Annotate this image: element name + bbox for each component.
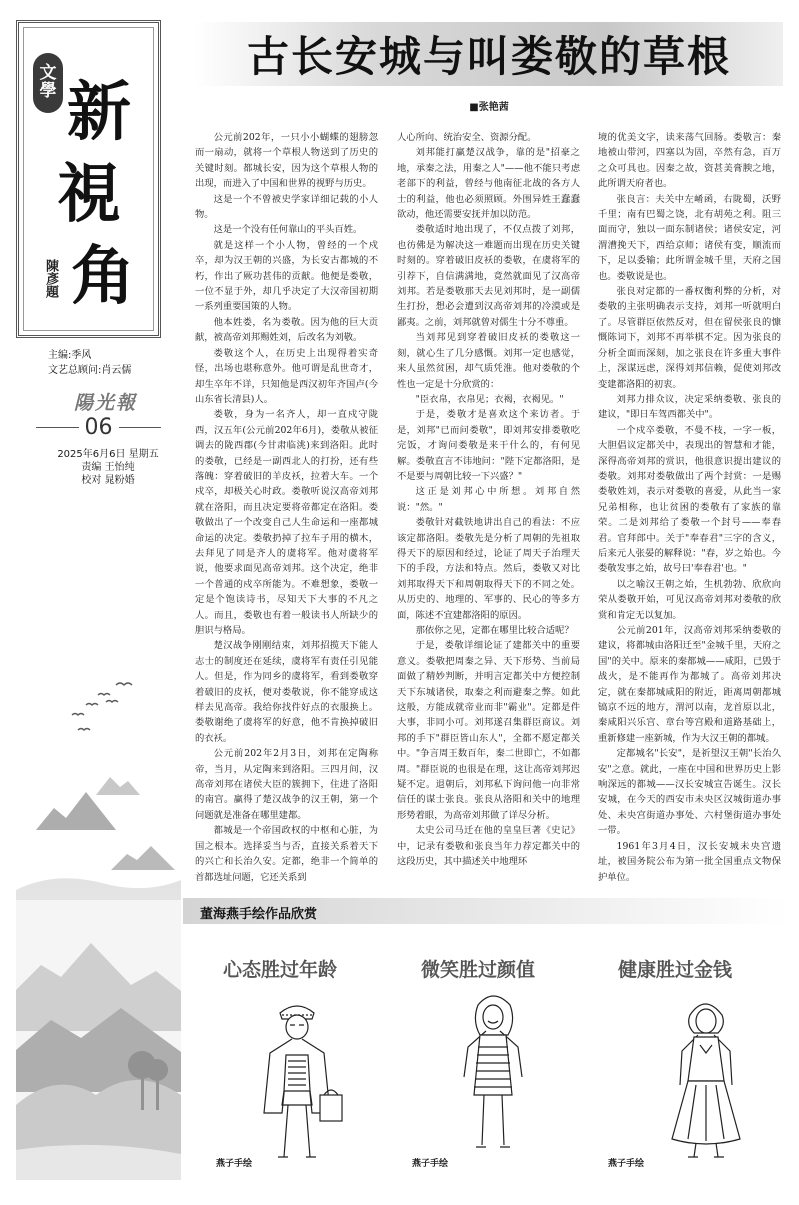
paragraph: 娄敬适时地出现了，不仅点拨了刘邦，也彷佛是为解决这一难题而出现在历史关键时刻的。穿着破旧皮袄的娄敬，在虞将军的引荐下，自信满满地，竟然就面见了汉高帝刘邦。若是娄敬那天去见刘邦时，是一副儒生打扮，想必会遭到汉高帝刘邦的冷漠或是鄙夷。之前，刘邦就曾对儒生十分不尊重。 xyxy=(397,224,580,328)
paragraph: 张良言：夫关中左崤函，右陇蜀，沃野千里；南有巴蜀之饶，北有胡苑之利。阻三面而守，独以一面东制诸侯；诸侯安定，河渭漕挽天下，西给京师；诸侯有变，顺流而下，足以委输；此所谓金城千里，天府之国也。娄敬说是也。 xyxy=(598,193,781,282)
mountain-icon xyxy=(111,846,175,870)
divider xyxy=(119,427,162,428)
paragraph: 都城是一个帝国政权的中枢和心脏，为国之根本。选择妥当与否，直接关系着天下的兴亡和长治久安。定都，绝非一个简单的首都选址问题，它还关系到 xyxy=(195,825,378,883)
mist-icon xyxy=(16,878,181,900)
paragraph: "臣衣帛，衣帛见；衣褐，衣褐见。" xyxy=(415,393,564,405)
duty-editor: 责编 王怡纯 xyxy=(81,462,135,473)
paragraph: 刘邦力排众议，决定采纳娄敬、张良的建议，"即日车驾西都关中"。 xyxy=(598,393,781,421)
paragraph: 公元前201年，汉高帝刘邦采纳娄敬的建议，将都城由洛阳迁至"金城千里，天府之国"的关中。原来的秦都城——咸阳，已毁于战火，是不能再作为都城了。高帝刘邦决定，就在秦都城咸阳的附近，距离周朝都城镐京不远的地方，渭河以南，龙首原以北，秦咸阳兴乐宫、章台等宫殿和道路基础上，重新修建一座新城，作为大汉王朝的都城。 xyxy=(598,625,781,744)
sketch-motto: 健康胜过金钱 xyxy=(617,959,732,981)
article-column-3 xyxy=(598,130,781,883)
sketch-woman-dress-icon xyxy=(428,985,558,1180)
proofreader: 校对 晁粉婚 xyxy=(81,475,135,486)
paragraph: 就是这样一个小人物，曾经的一个戍卒，却为汉王朝的兴盛，为长安古都城的不朽，作出了厥功甚伟的贡献。他便是娄敬，一位不显于外，却几乎决定了大汉帝国初期一系列重要国策的人物。 xyxy=(195,239,378,313)
paragraph: 张良对定都的一番权衡利弊的分析，对娄敬的主张明确表示支持，刘邦一听就明白了。尽管群臣依然反对，但在留侯张良的慷慨陈词下，刘邦不再举棋不定。因为张良的分析全面而深刻，加之张良在许多重大事件上，深谋远虑，深得刘邦信赖，促使刘邦改变建都洛阳的初衷。 xyxy=(598,286,781,390)
paragraph: 1961年3月4日，汉长安城未央宫遗址，被国务院公布为第一批全国重点文物保护单位。 xyxy=(598,840,781,883)
article-title: 古长安城与叫娄敬的草根 xyxy=(246,32,731,81)
sketch-motto: 微笑胜过颜值 xyxy=(420,959,535,981)
article-column-2 xyxy=(397,130,580,875)
mist-icon xyxy=(16,1145,181,1180)
paragraph: 于是，娄敬详细论证了建都关中的重要意义。娄敬把周秦之异、天下形势、当前局面做了精妙判断，并明言定都关中方便控制天下东城诸侯，取秦之利而避秦之弊。如此这般，方能成就帝业而非"霸业"。定都是件大事，非同小可。刘邦遂召集群臣商议。刘邦的手下"群臣皆山东人"，全都不愿定都关中。"争言周王数百年，秦二世即亡，不如都周。"群臣说的也很是在理，这让高帝刘邦迟疑不定。退朝后，刘邦私下询问他一向非常信任的谋士张良。张良从洛阳和关中的地理形势着眼，为高帝刘邦做了详尽分析。 xyxy=(397,640,580,821)
paragraph: 公元前202年，一只小小蝴蝶的翅膀忽而一扇动，就将一个草根人物送到了历史的关键时刻。都城长安，因为这个草根人物的出现，而进入了中国和世界的视野与历史。 xyxy=(195,132,378,190)
mountain-icon xyxy=(36,792,116,830)
wenxue-seal xyxy=(33,53,63,113)
mountain-icon xyxy=(96,777,140,795)
paragraph: 公元前202年2月3日，刘邦在定陶称帝，当月，从定陶来到洛阳。三四月间，汉高帝刘邦在诸侯大臣的簇拥下，住进了洛阳的南宫。赢得了楚汉战争的汉王朝，第一个问题就是准备在哪里建都。 xyxy=(195,748,378,821)
calligrapher-signature: 陳彥題 xyxy=(43,259,58,298)
paragraph: 于是，娄敬才是喜欢这个来访者。于是，刘邦"已而问娄敬"，即刘邦安排娄敬吃完饭，才询问娄敬是来干什么的，有何见解。娄敬直言不讳地问："陛下定都洛阳，是不是要与周朝比较一下兴盛？" xyxy=(397,409,580,482)
paragraph: 人心所向、统治安全、资源分配。 xyxy=(397,132,537,143)
paragraph: 刘邦能打赢楚汉战争，靠的是"招豪之地，承秦之法，用秦之人"——他不能只考虑老部下的利益，曾经与他南征北战的各方人士的利益，他也必须照顾。外围异姓王蠢蠢欲动，他还需要安抚并加以防范。 xyxy=(397,147,580,221)
paragraph: 这正是刘邦心中所想。刘邦自然说："然。" xyxy=(397,486,580,513)
issue-date: 2025年6月6日 星期五 xyxy=(57,449,159,460)
paragraph: 定都城名"长安"，是祈望汉王朝"长治久安"之意。就此，一座在中国和世界历史上影响深远的都城——汉长安城宣告诞生。汉长安城，在今天的西安市未央区汉城街道办事处、未央宫街道办事处、六村堡街道办事处一带。 xyxy=(598,748,781,837)
paragraph: 楚汉战争刚刚结束，刘邦招揽天下能人志士的制度还在延续，虞将军有责任引见能人。但是，作为同乡的虞将军，看到娄敬穿着破旧的皮袄，便对娄敬说，你不能穿成这样去见高帝。我给你找件好点的衣服换上。娄敬谢绝了虞将军的好意，他不肯换掉破旧的衣袄。 xyxy=(195,640,378,744)
paragraph: 这是一个没有任何靠山的平头百姓。 xyxy=(213,224,363,236)
issue-info xyxy=(50,448,166,487)
section-title-char: 角 xyxy=(71,239,135,314)
section-masthead xyxy=(16,20,161,338)
paragraph: 一个戍卒娄敬，不曼不枝，一字一板，大胆倡议定都关中，表现出的智慧和才能，深得高帝刘邦的赏识，他很意识提出建议的娄敬。刘邦对娄敬做出了两个封赏：一是赐娄敬姓刘，表示对娄敬的喜爱，从此当一家兄弟相称，也让贫困的娄敬有了家族的靠荣。二是刘邦给了娄敬一个封号——奉春君。官拜郎中。关于"奉春君"三字的含义，后来元人张晏的解释说："春，岁之始也。今娄敬发事之始，故号曰'奉春君'也。" xyxy=(598,424,781,575)
divider xyxy=(36,427,79,428)
paragraph: 娄敬针对截铁地讲出自己的看法：不应该定都洛阳。娄敬先是分析了周朝的先祖取得天下的原因和经过，论证了周天子治理天下的手段，方法和特点。然后，娄敬又对比刘邦取得天下和周朝取得天下的不同之处。从历史的、地理的、军事的、民心的等多方面，陈述不宜建都洛阳的原因。 xyxy=(397,517,580,621)
sketch-credit: 燕子手绘 xyxy=(216,1159,253,1169)
paragraph: 这是一个不曾被史学家详细记载的小人物。 xyxy=(195,193,378,221)
editor-line: 主编:季风 xyxy=(48,350,92,361)
misty-landscape-illustration xyxy=(16,900,181,1180)
article-byline: ■张艳茜 xyxy=(469,102,509,113)
paragraph: 娄敬，身为一名齐人，却一直戍守陇西，汉五年(公元前202年6月)，娄敬从被征调去的陇西郡(今甘肃临洮)来到洛阳。此时的娄敬，已经是一副西北人的打扮，还有些落魄：穿着破旧的羊皮袄，拉着大车。一个戍卒，却极关心时政。娄敬听说汉高帝刘邦就在洛阳，而且决定要将帝都定在洛阳。娄敬做出了一个改变自己人生命运和一座都城命运的决定。娄敬扔掉了拉车子用的横木，去拜见了同是齐人的虞将军。他对虞将军说，他要求面见高帝刘邦。这个决定，绝非一个普通的戍卒所能为。不难想象，娄敬一定是个饱读诗书，尽知天下大事的不凡之人。而且，娄敬也有着一般读书人所缺少的胆识与格局。 xyxy=(195,409,378,636)
birds-icon xyxy=(72,683,132,730)
paragraph: 以之喻汉王朝之始，生机勃勃、欣欣向荣从娄敬开始，可见汉高帝刘邦对娄敬的欣赏和肯定无以复加。 xyxy=(598,578,781,621)
section-title-char: 新 xyxy=(67,75,131,150)
sketch-woman-long-dress-icon xyxy=(640,985,770,1180)
seal-char: 文 xyxy=(39,63,57,84)
sketch-credit: 燕子手绘 xyxy=(412,1159,449,1169)
staff-info xyxy=(48,348,164,378)
paragraph: 他本姓娄，名为娄敬。因为他的巨大贡献，被高帝刘邦赐姓刘，后改名为刘敬。 xyxy=(195,316,378,344)
paragraph: 太史公司马迁在他的皇皇巨著《史记》中，记录有娄敬和张良当年力荐定都关中的这段历史，其中描述关中地理环 xyxy=(397,825,580,868)
birds-mountains-illustration xyxy=(16,660,181,900)
paragraph: 娄敬这个人，在历史上出现得着实奇怪，出场也堪称意外。他可谓是乱世奇才，却生卒年不详，只知他是西汉初年齐国卢(今山东省长清县)人。 xyxy=(195,347,378,405)
paragraph: 那依你之见，定都在哪里比较合适呢？ xyxy=(415,625,574,636)
seal-char: 學 xyxy=(39,81,57,101)
sketch-credit: 燕子手绘 xyxy=(608,1159,645,1169)
section-title-char: 視 xyxy=(57,157,121,232)
feature-title: 董海燕手绘作品欣赏 xyxy=(200,907,318,922)
sketch-motto: 心态胜过年龄 xyxy=(222,959,337,981)
article-column-1 xyxy=(195,130,378,883)
paper-logo: 陽光報 xyxy=(74,392,138,414)
advisor-line: 文艺总顾问:肖云儒 xyxy=(48,365,132,376)
section-sidebar xyxy=(16,20,165,1180)
page-number-row xyxy=(36,415,161,439)
paragraph: 境的优美文字，读来荡气回肠。娄敬言：秦地被山带河，四塞以为固，卒然有急，百万之众可具也。因秦之故，资甚美膏腴之地，此所谓天府者也。 xyxy=(598,132,781,190)
page-number: 06 xyxy=(84,414,113,440)
sketch-woman-hat-icon xyxy=(232,985,362,1180)
paragraph: 当刘邦见到穿着破旧皮袄的娄敬这一刻，就心生了几分感慨。刘邦一定也感觉，来人虽然贫困，却气质凭淮。他对娄敬的个性也一定是十分欣赏的： xyxy=(397,332,580,390)
